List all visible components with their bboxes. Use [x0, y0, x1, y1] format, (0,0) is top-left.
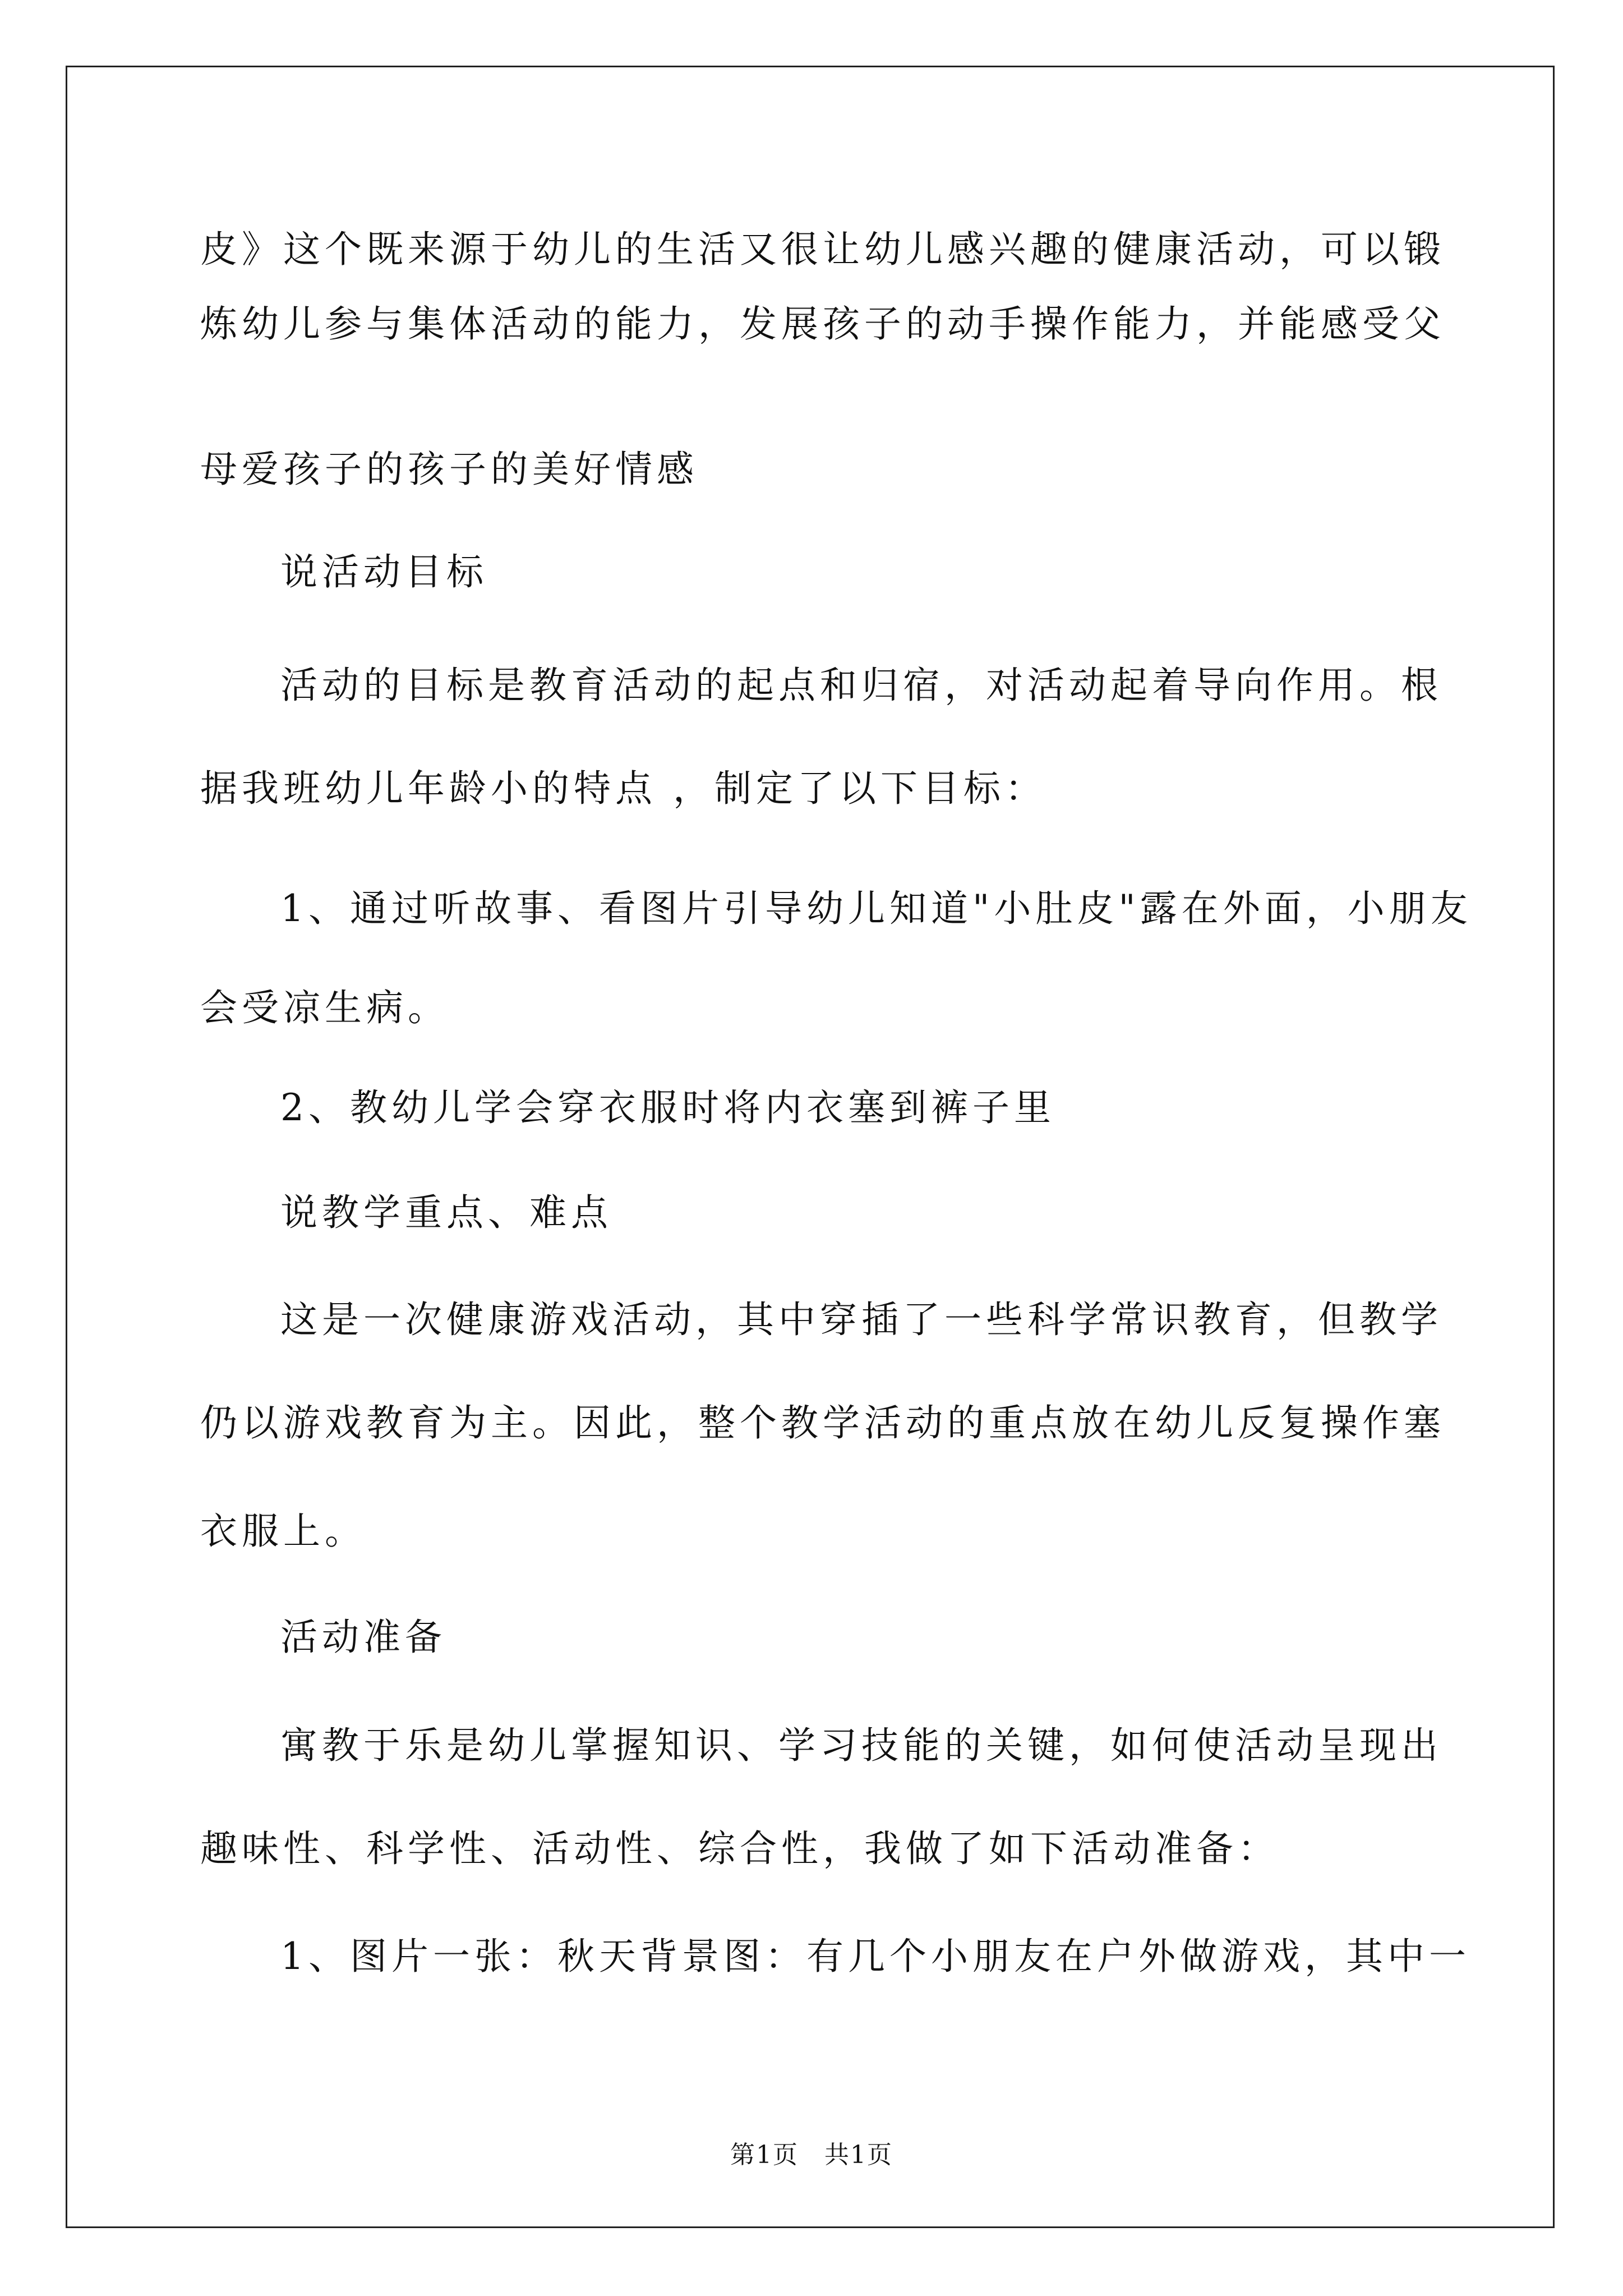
list-item: 1、通过听故事、看图片引导幼儿知道"小肚皮"露在外面，小朋友: [280, 887, 1472, 930]
page-border: [66, 66, 1555, 2228]
text-line: 炼幼儿参与集体活动的能力，发展孩子的动手操作能力，并能感受父: [200, 302, 1445, 346]
text-line: 据我班幼儿年龄小的特点 ，制定了以下目标：: [200, 767, 1046, 810]
text-line: 活动的目标是教育活动的起点和归宿，对活动起着导向作用。根: [280, 664, 1442, 707]
text-line: 会受凉生病。: [200, 986, 449, 1029]
text-line: 仍以游戏教育为主。因此，整个教学活动的重点放在幼儿反复操作塞: [200, 1401, 1445, 1444]
text-line: 母爱孩子的孩子的美好情感: [200, 448, 698, 491]
text-line: 趣味性、科学性、活动性、综合性，我做了如下活动准备：: [200, 1827, 1279, 1870]
text-line: 皮》这个既来源于幼儿的生活又很让幼儿感兴趣的健康活动，可以锻: [200, 228, 1445, 271]
section-heading: 说活动目标: [280, 550, 488, 593]
text-line: 这是一次健康游戏活动，其中穿插了一些科学常识教育，但教学: [280, 1298, 1442, 1341]
section-heading: 活动准备: [280, 1616, 446, 1659]
list-item: 2、教幼儿学会穿衣服时将内衣塞到裤子里: [280, 1086, 1055, 1129]
text-line: 寓教于乐是幼儿掌握知识、学习技能的关键，如何使活动呈现出: [280, 1724, 1442, 1767]
text-line: 衣服上。: [200, 1510, 366, 1553]
page-footer: 第1页 共1页: [730, 2141, 893, 2169]
list-item: 1、图片一张：秋天背景图：有几个小朋友在户外做游戏，其中一: [280, 1935, 1470, 1978]
section-heading: 说教学重点、难点: [280, 1191, 612, 1234]
